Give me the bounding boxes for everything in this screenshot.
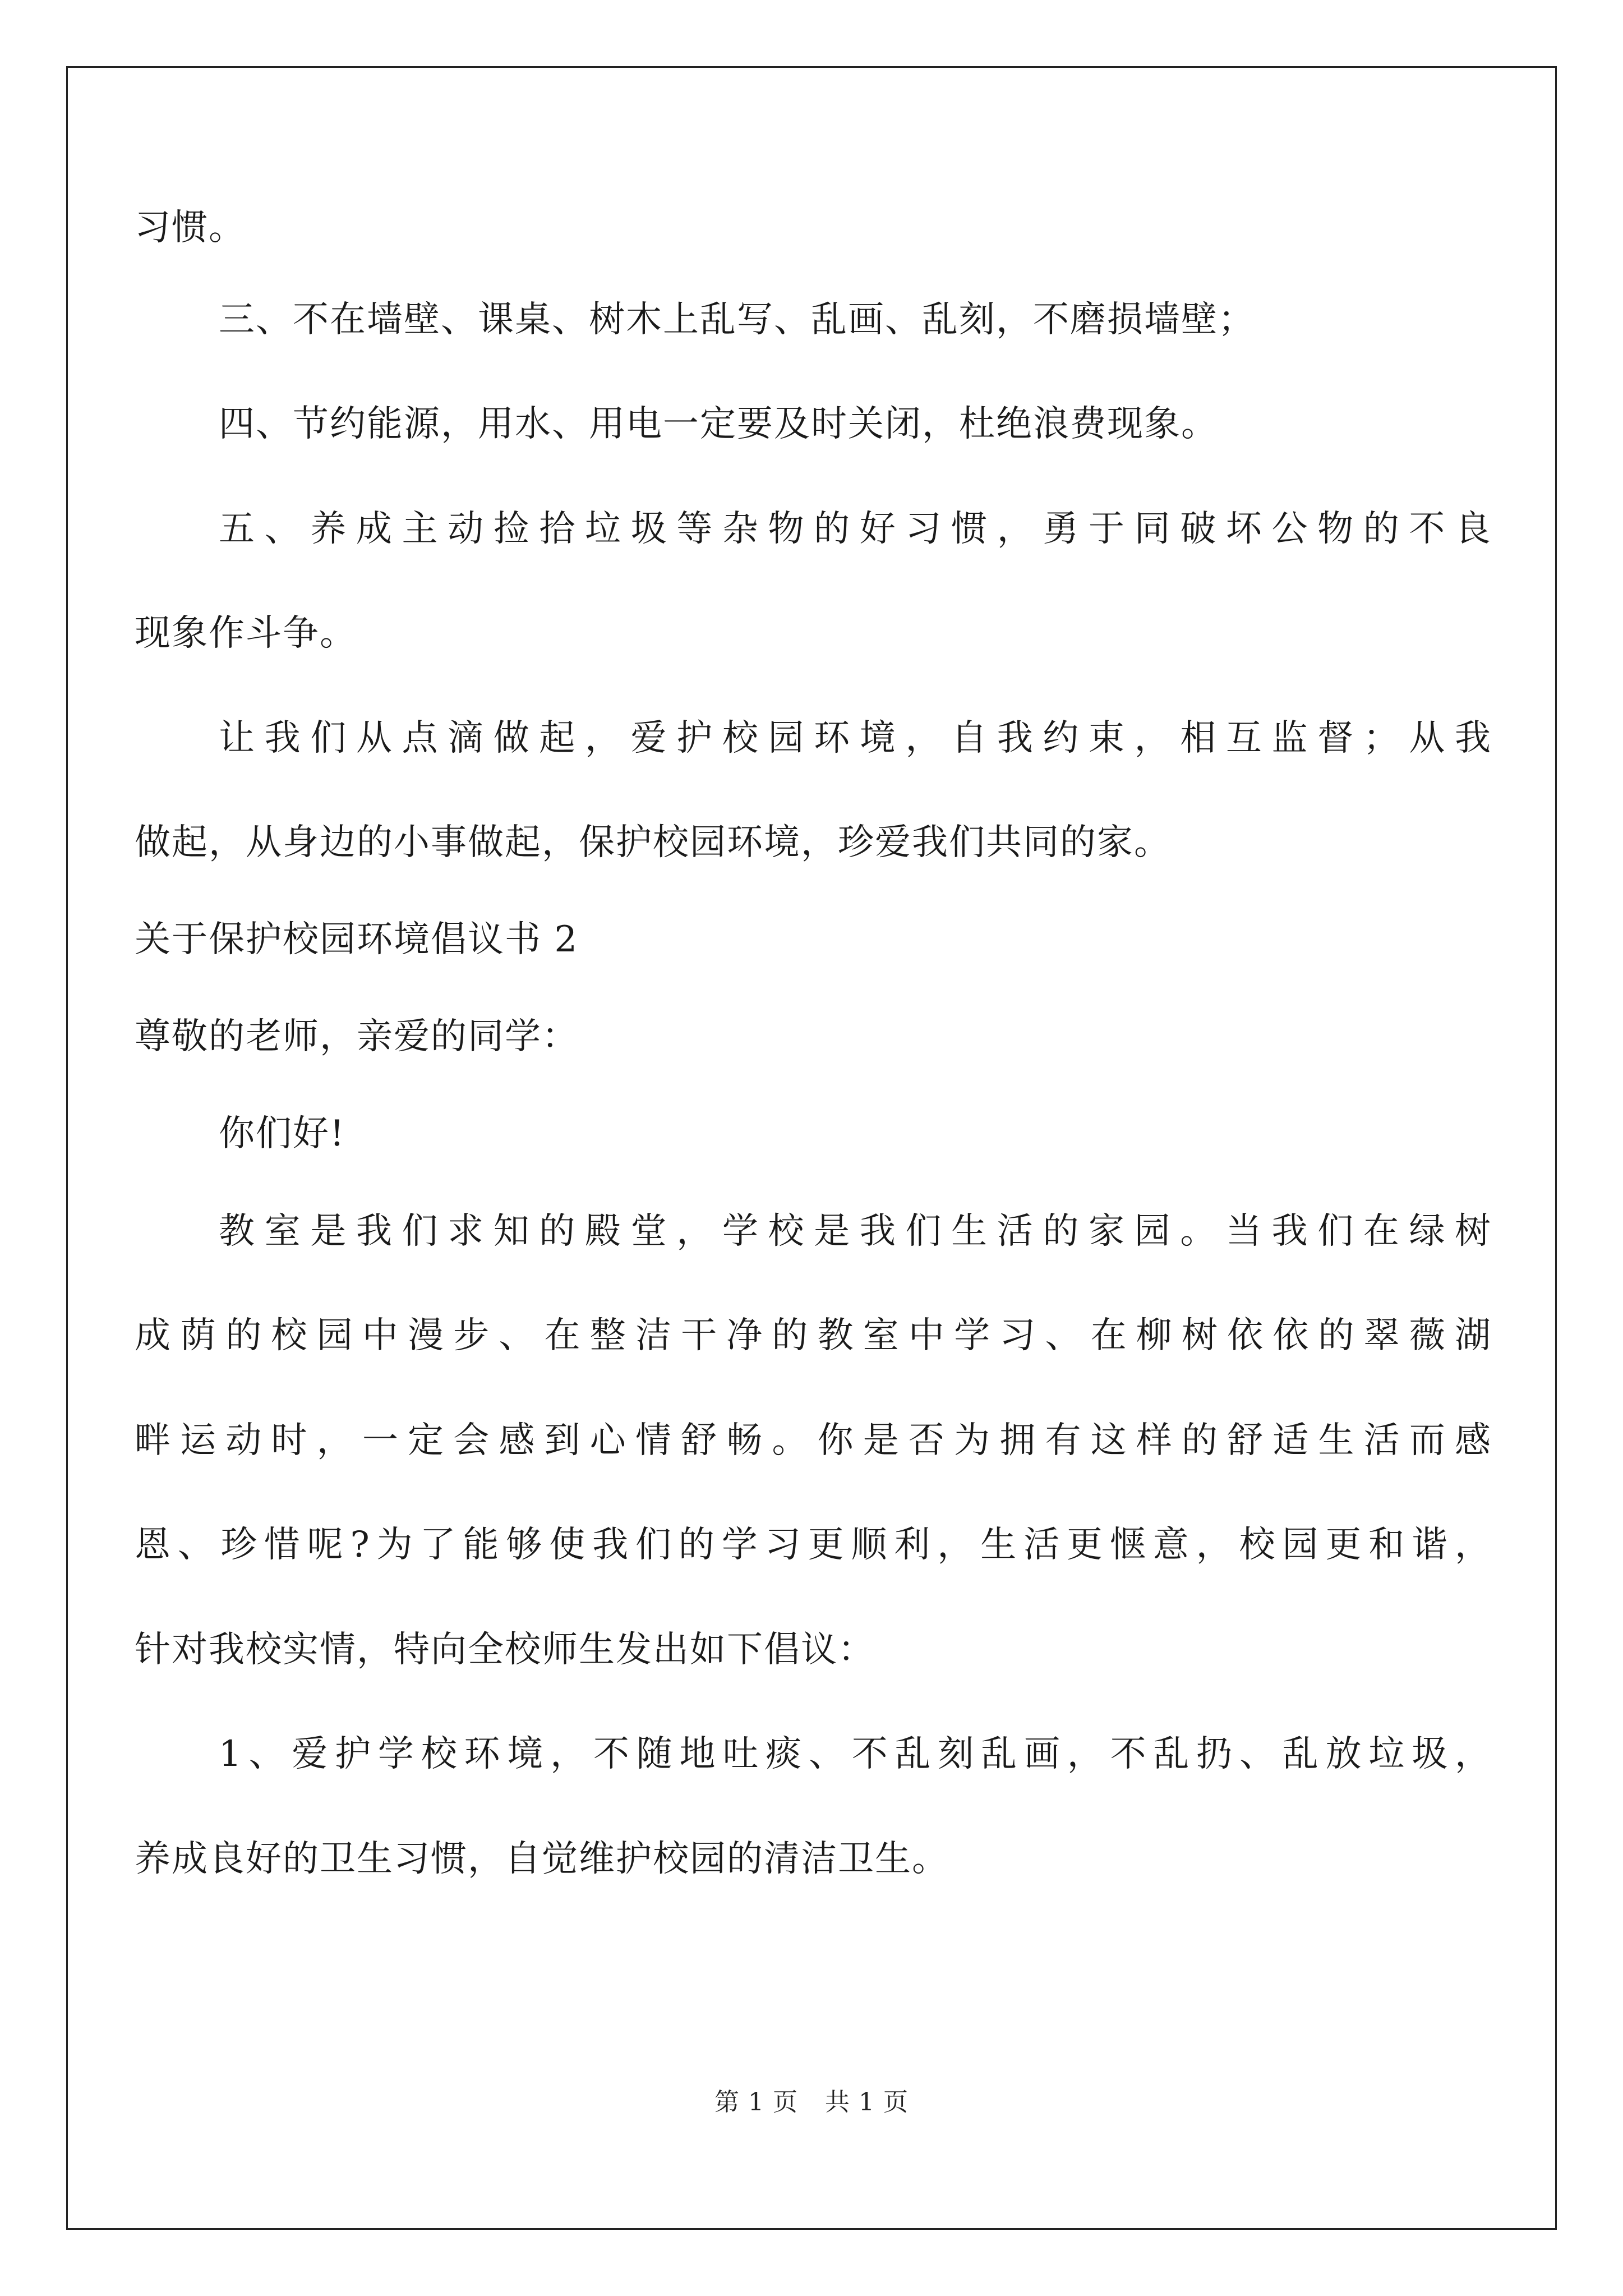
- text-line: 针对我校实情，特向全校师生发出如下倡议：: [135, 1629, 875, 1671]
- text-line: 让我们从点滴做起，爱护校园环境，自我约束，相互监督；从我: [219, 717, 1492, 759]
- text-line: 教室是我们求知的殿堂，学校是我们生活的家园。当我们在绿树: [219, 1211, 1492, 1252]
- text-line: 养成良好的卫生习惯，自觉维护校园的清洁卫生。: [135, 1838, 949, 1880]
- text-line: 恩、珍惜呢?为了能够使我们的学习更顺利，生活更惬意，校园更和谐，: [135, 1524, 1492, 1566]
- page-number-current: 第 1 页: [714, 2088, 798, 2116]
- text-line: 1、爱护学校环境，不随地吐痰、不乱刻乱画，不乱扔、乱放垃圾，: [219, 1733, 1492, 1775]
- text-line: 成荫的校园中漫步、在整洁干净的教室中学习、在柳树依依的翠薇湖: [135, 1315, 1492, 1356]
- text-line: 四、节约能源，用水、用电一定要及时关闭，杜绝浪费现象。: [219, 403, 1218, 445]
- text-line: 五、养成主动捡拾垃圾等杂物的好习惯，勇于同破坏公物的不良: [219, 508, 1492, 550]
- greeting: 你们好!: [219, 1113, 345, 1154]
- text-line: 三、不在墙壁、课桌、树木上乱写、乱画、乱刻，不磨损墙壁；: [219, 299, 1255, 341]
- text-line: 做起，从身边的小事做起，保护校园环境，珍爱我们共同的家。: [135, 822, 1171, 863]
- page-footer: [0, 2086, 1623, 2119]
- text-line: 习惯。: [135, 207, 246, 249]
- text-line: 畔运动时，一定会感到心情舒畅。你是否为拥有这样的舒适生活而感: [135, 1420, 1492, 1461]
- page-number-total: 共 1 页: [825, 2088, 909, 2116]
- section-heading: 关于保护校园环境倡议书 2: [135, 919, 579, 960]
- salutation: 尊敬的老师，亲爱的同学：: [135, 1016, 579, 1057]
- text-line: 现象作斗争。: [135, 613, 357, 654]
